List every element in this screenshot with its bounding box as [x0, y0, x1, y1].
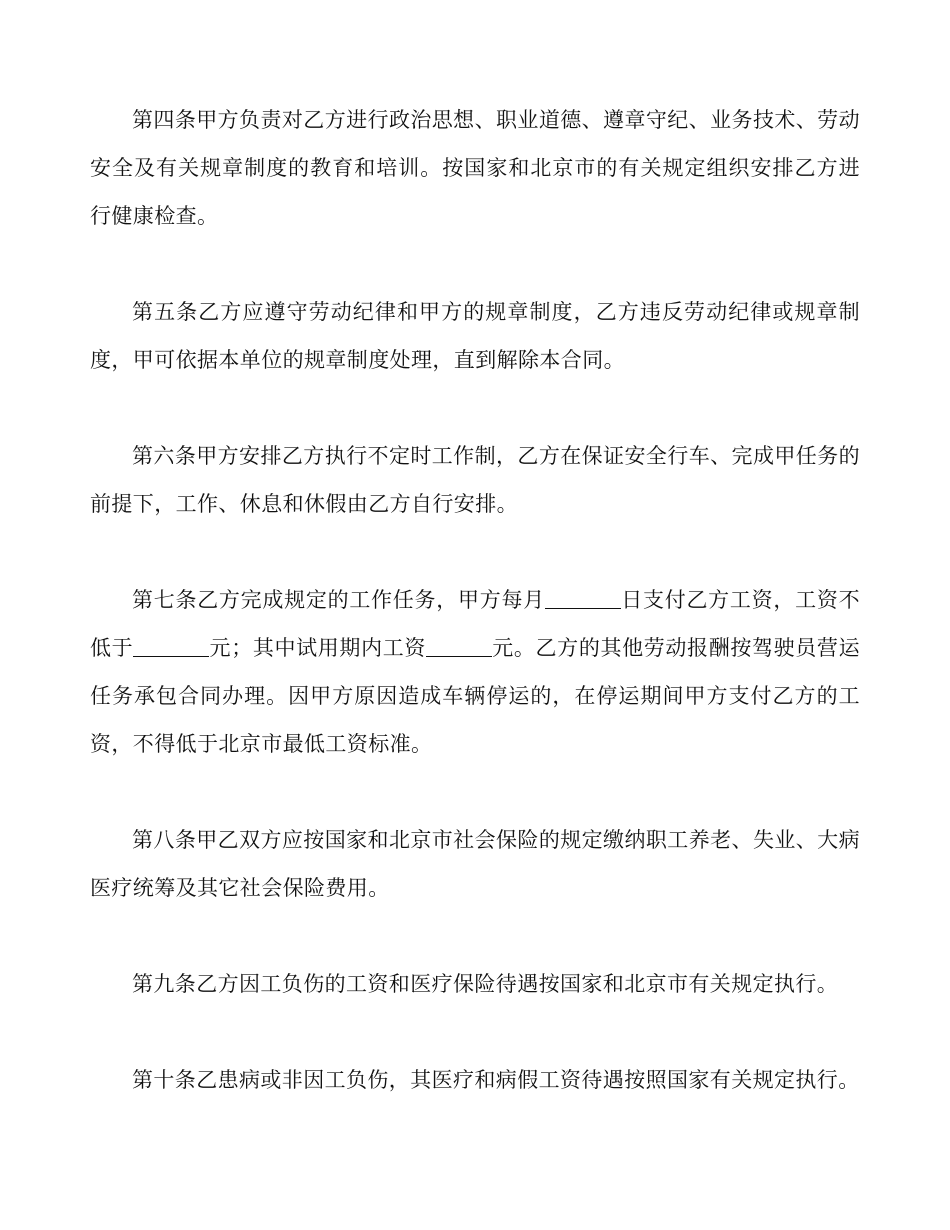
probation-wage-blank: [426, 636, 492, 657]
pay-day-blank: [545, 588, 621, 609]
min-wage-blank: [133, 636, 209, 657]
article-9: 第九条乙方因工负伤的工资和医疗保险待遇按国家和北京市有关规定执行。: [132, 972, 839, 996]
article-7-text-4: 元。乙方的其他劳动报酬按驾驶员营运任务承包合同办理。因甲方原因造成车辆停运的，在停运期间甲方支付乙方的工资，不得低于北京市最低工资标准。: [90, 636, 860, 756]
article-7-text-2: 日支付乙方工资，工资不低于: [90, 588, 860, 660]
article-4: 第四条甲方负责对乙方进行政治思想、职业道德、遵章守纪、业务技术、劳动安全及有关规章制度的教育和培训。按国家和北京市的有关规定组织安排乙方进行健康检查。: [90, 108, 860, 228]
article-7: [90, 576, 860, 768]
article-8: 第八条甲乙双方应按国家和北京市社会保险的规定缴纳职工养老、失业、大病医疗统筹及其它社会保险费用。: [90, 828, 860, 900]
article-7-text-3: 元；其中试用期内工资: [209, 636, 426, 660]
article-5: 第五条乙方应遵守劳动纪律和甲方的规章制度，乙方违反劳动纪律或规章制度，甲可依据本单位的规章制度处理，直到解除本合同。: [90, 300, 860, 372]
article-7-text-1: 第七条乙方完成规定的工作任务，甲方每月: [132, 588, 545, 612]
article-6: 第六条甲方安排乙方执行不定时工作制，乙方在保证安全行车、完成甲任务的前提下，工作、休息和休假由乙方自行安排。: [90, 444, 860, 516]
article-10: 第十条乙患病或非因工负伤，其医疗和病假工资待遇按照国家有关规定执行。: [132, 1068, 860, 1092]
